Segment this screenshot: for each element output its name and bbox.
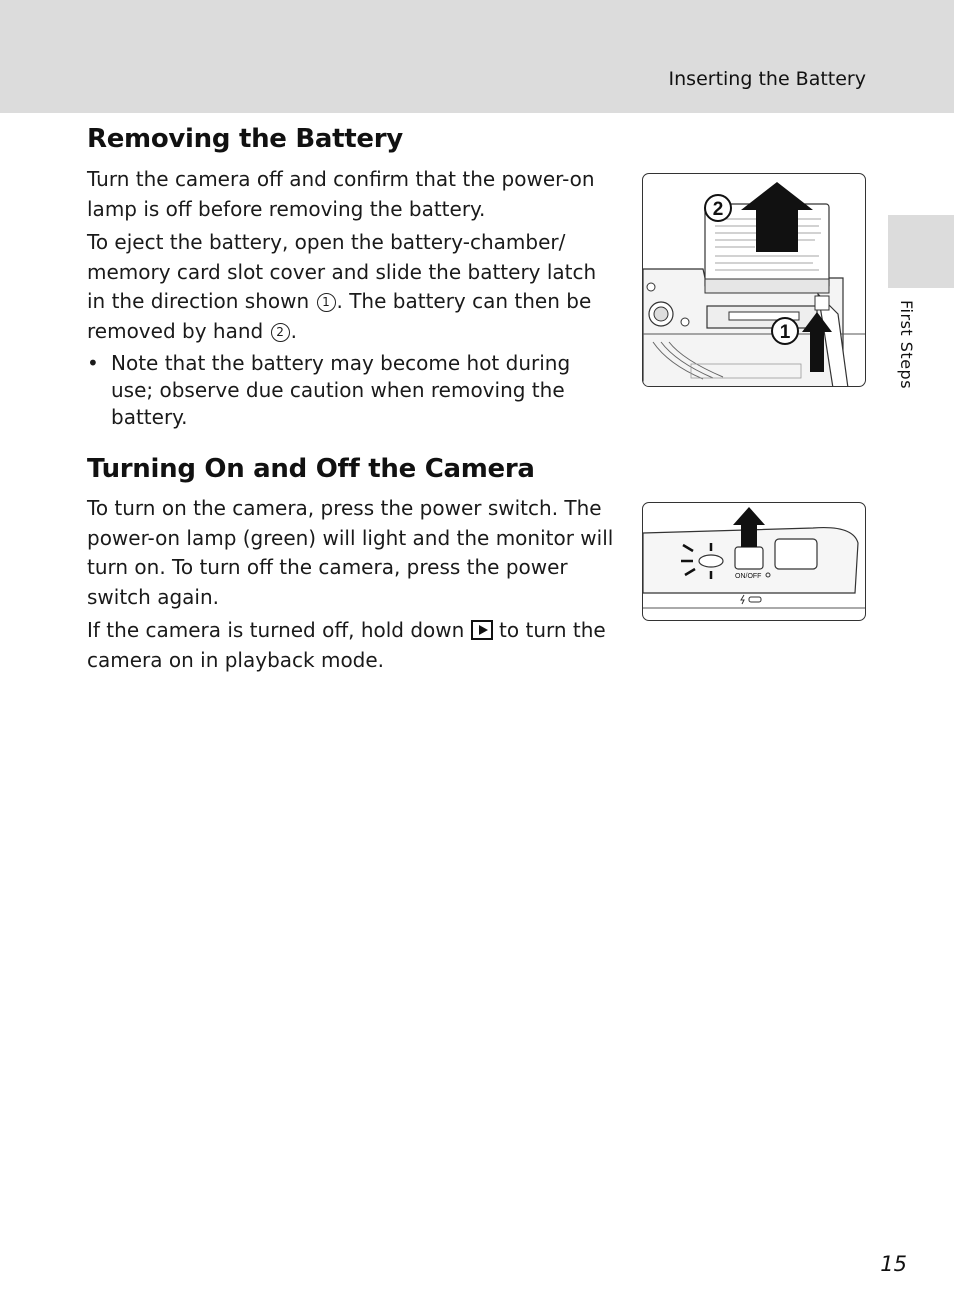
switch-label: ON/OFF <box>735 573 762 580</box>
section-heading-turning-on-off: Turning On and Off the Camera <box>87 454 535 484</box>
power-switch-drawing <box>643 503 866 621</box>
paragraph: Turn the camera off and confirm that the power-on lamp is off before removing the battery. <box>87 167 595 221</box>
section1-body <box>87 165 617 431</box>
step-marker-2: 2 <box>271 323 290 342</box>
paragraph <box>87 616 617 675</box>
paragraph-text: . <box>290 318 297 343</box>
paragraph-text: . The battery can then be removed by hand <box>87 289 592 343</box>
section2-body <box>87 494 617 679</box>
section-tab <box>888 215 954 288</box>
running-header: Inserting the Battery <box>668 68 866 90</box>
playback-button-icon <box>471 620 493 640</box>
page-number: 15 <box>880 1252 907 1276</box>
step-marker-1: 1 <box>317 293 336 312</box>
power-switch-illustration <box>642 502 866 621</box>
paragraph-text: If the camera is turned off, hold down <box>87 618 471 642</box>
bullet-item <box>87 350 617 431</box>
battery-removal-illustration <box>642 173 866 387</box>
paragraph-text: To eject the battery, open the battery-chamber/ memory card slot cover and slide the battery latch in the direction shown <box>87 230 597 313</box>
paragraph <box>87 228 617 346</box>
battery-removal-drawing <box>643 174 866 387</box>
paragraph-text: to turn the camera on in playback mode. <box>87 618 606 672</box>
section-tab-label: First Steps <box>897 300 916 390</box>
figure-callout-2: 2 <box>712 199 724 220</box>
bullet-text: Note that the battery may become hot during use; observe due caution when removing the battery. <box>111 351 571 429</box>
section-heading-removing-battery: Removing the Battery <box>87 124 403 154</box>
figure-callout-1: 1 <box>779 322 791 343</box>
header-band <box>0 0 954 113</box>
paragraph: To turn on the camera, press the power switch. The power-on lamp (green) will light and the monitor will turn on. To turn off the camera, press the power switch again. <box>87 496 614 609</box>
bullet-symbol: • <box>87 351 99 375</box>
